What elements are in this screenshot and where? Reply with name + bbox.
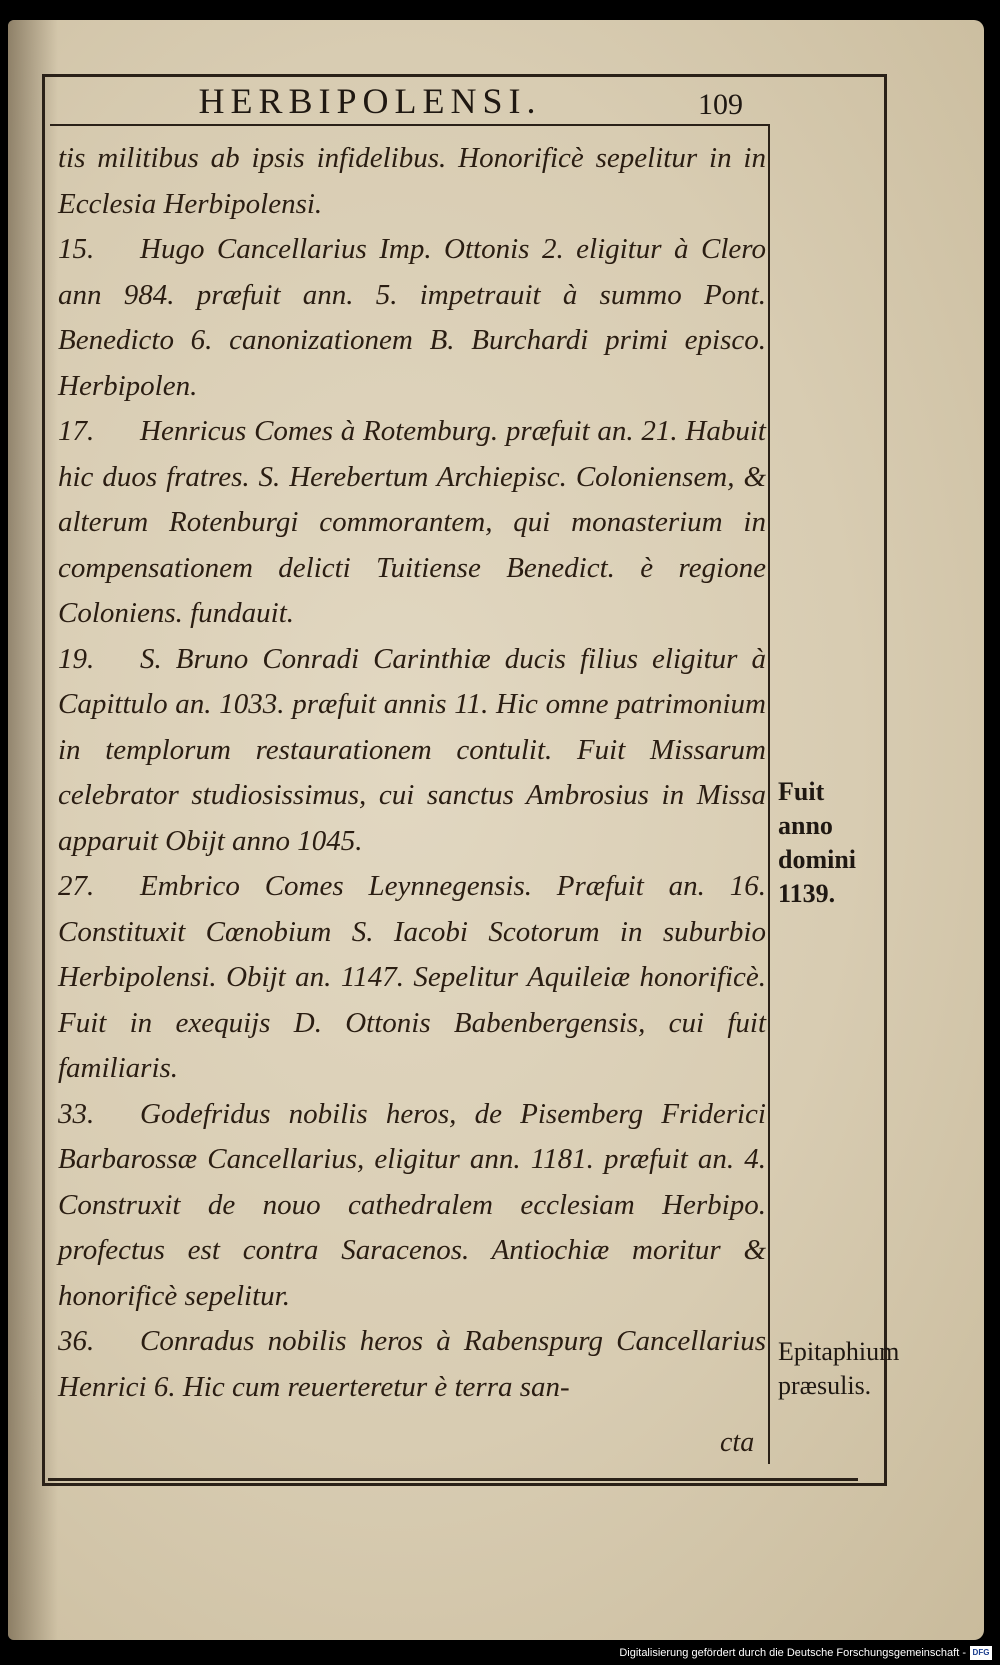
entry-text: Hugo Cancellarius Imp. Ottonis 2. eligitur à Clero ann 984. præfuit ann. 5. impetrauit à summo Pont. Benedicto 6. canonizationem B. Burchardi primi episco. Herbipolen. [58, 233, 766, 402]
entry [58, 864, 766, 1092]
entry-number: 19. [58, 642, 95, 675]
entry-number: 17. [58, 415, 95, 447]
catchword: cta [720, 1427, 755, 1458]
entry [58, 637, 766, 865]
footer-credit: Digitalisierung gefördert durch die Deutsche Forschungsgemeinschaft - [619, 1647, 966, 1659]
entry-number: 27. [58, 870, 95, 902]
entry [58, 1319, 766, 1410]
entry [58, 227, 766, 409]
entry-text: Conradus nobilis heros à Rabenspurg Cancellarius Henrici 6. Hic cum reuerteretur è terra san- [58, 1325, 766, 1403]
entry-number: 33. [58, 1097, 95, 1130]
entry-text: Godefridus nobilis heros, de Pisemberg Friderici Barbarossæ Cancellarius, eligitur ann. 1181. præfuit an. 4. Construxit de nouo cathedralem ecclesiam Herbipo. profectus est contra Saracenos. Antiochiæ moritur & honorificè sepelitur. [58, 1097, 766, 1312]
entry-text: S. Bruno Conradi Carinthiæ ducis filius eligitur à Capittulo an. 1033. præfuit annis 11. Hic omne patrimonium in templorum restaurationem contulit. Fuit Missarum celebrator studiosissimus, cui sanctus Ambrosius in Missa apparuit Obijt anno 1045. [58, 642, 766, 857]
running-head: HERBIPOLENSI. [198, 81, 542, 121]
page-number: 109 [698, 88, 743, 121]
body-text [58, 136, 766, 1410]
margin-note-epitaph: Epitaphium præsulis. [778, 1337, 900, 1400]
entry [58, 409, 766, 637]
entry-text: tis militibus ab ipsis infidelibus. Honorificè sepelitur in in Ecclesia Herbipolensi. [58, 142, 766, 220]
dfg-logo: DFG [970, 1646, 992, 1660]
entry-number: 15. [58, 233, 95, 265]
entry-text: Henricus Comes à Rotemburg. præfuit an. 21. Habuit hic duos fratres. S. Herebertum Archiepisc. Coloniensem, & alterum Rotenburgi commorantem, qui monasterium in compensationem delicti Tuitiense Benedict. è regione Coloniens. fundauit. [58, 415, 766, 629]
margin-note-year: Fuit anno domini 1139. [778, 777, 857, 908]
bottom-rule [48, 1478, 858, 1481]
entry [58, 136, 766, 227]
entry-number: 36. [58, 1325, 95, 1357]
entry-text: Embrico Comes Leynnegensis. Præfuit an. 16. Constituxit Cœnobium S. Iacobi Scotorum in suburbio Herbipolensi. Obijt an. 1147. Sepelitur Aquileiæ honorificè. Fuit in exequijs D. Ottonis Babenbergensis, cui fuit familiaris. [58, 870, 766, 1084]
entry [58, 1092, 766, 1320]
